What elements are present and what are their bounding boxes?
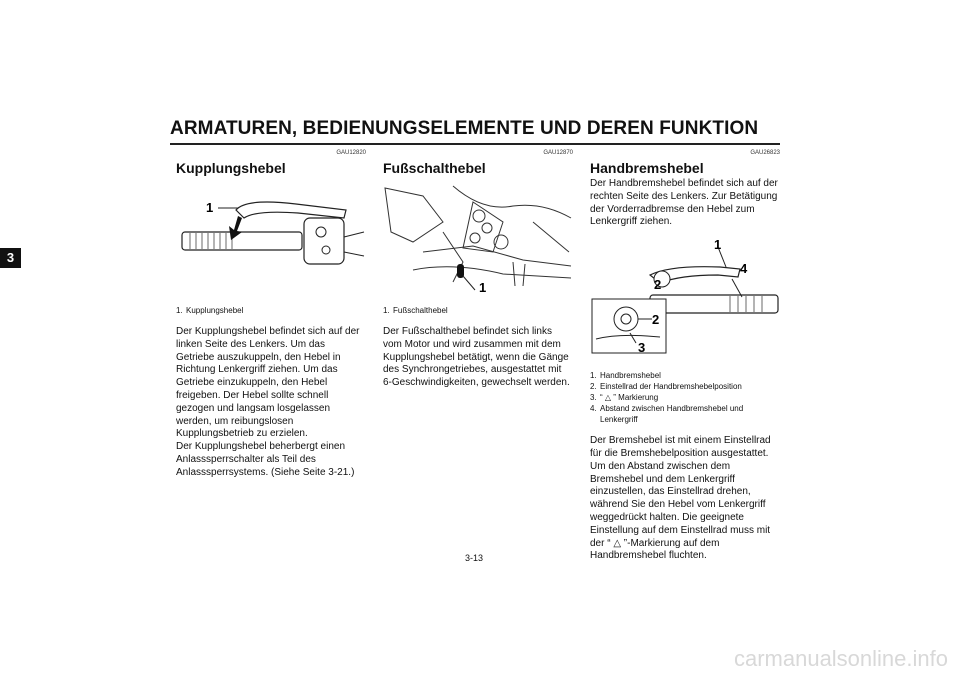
section-code: GAU26823 bbox=[750, 150, 780, 156]
brake-lever-illustration bbox=[590, 239, 780, 359]
caption-text: Fußschalthebel bbox=[393, 306, 448, 315]
caption-text: Abstand zwischen Handbremshebel und Lenkergriff bbox=[600, 404, 744, 425]
figure-caption bbox=[176, 305, 366, 316]
section-heading: Handbremshebel bbox=[590, 160, 704, 176]
callout-1: 1 bbox=[479, 280, 487, 294]
caption-item bbox=[176, 305, 366, 316]
caption-item bbox=[383, 305, 573, 316]
caption-item bbox=[590, 370, 780, 381]
section-code: GAU12820 bbox=[336, 150, 366, 156]
section-front-brake-lever bbox=[590, 150, 780, 563]
intro-text bbox=[590, 178, 780, 229]
caption-text: Einstellrad der Handbremshebelposition bbox=[600, 382, 742, 392]
caption-number: 4. bbox=[590, 404, 597, 414]
callout-1: 1 bbox=[714, 239, 722, 253]
caption-text: Kupplungshebel bbox=[186, 306, 244, 315]
figure-caption bbox=[590, 370, 780, 425]
caption-number: 1. bbox=[176, 306, 183, 315]
paragraph: Der Bremshebel ist mit einem Einstellrad für die Bremshebelposition ausgestattet. Um den Abstand zwischen dem Bremshebel und dem Lenkergriff einzustellen, das Einstellrad drehen, während Sie den Hebel vom Lenkergriff weggedrückt halten. Die geeignete Einstellung auf dem Einstellrad muss mit der “ △ ”-Markierung auf dem Handbremshebel fluchten. bbox=[590, 435, 771, 562]
page-header bbox=[170, 118, 780, 145]
clutch-lever-illustration bbox=[176, 182, 366, 294]
section-heading: Kupplungshebel bbox=[176, 160, 286, 176]
caption-number: 2. bbox=[590, 382, 597, 392]
page-number: 3-13 bbox=[465, 553, 484, 563]
header-rule bbox=[170, 143, 780, 145]
callout-4: 4 bbox=[740, 261, 748, 277]
body-text bbox=[383, 326, 573, 390]
paragraph: Der Fußschalthebel befindet sich links vom Motor und wird zusammen mit dem Kupplungshebel betätigt, wenn die Gänge des Synchrongetriebes, ausgestattet mit 6-Geschwindigkeiten, gewechselt werden. bbox=[383, 326, 570, 389]
caption-number: 3. bbox=[590, 393, 597, 403]
shift-pedal-illustration bbox=[383, 182, 573, 294]
caption-number: 1. bbox=[590, 371, 597, 381]
caption-number: 1. bbox=[383, 306, 390, 315]
paragraph: Der Kupplungshebel beherbergt einen Anlasssperrschalter als Teil des Anlasssperrsystems. (Siehe Seite 3-21.) bbox=[176, 441, 355, 478]
caption-text: “ △ ” Markierung bbox=[600, 393, 659, 403]
callout-2: 2 bbox=[652, 312, 660, 328]
callout-3: 3 bbox=[638, 340, 646, 356]
paragraph: Der Handbremshebel befindet sich auf der rechten Seite des Lenkers. Zur Betätigung der Vorderradbremse den Hebel zum Lenkergriff ziehen. bbox=[590, 178, 778, 228]
body-text bbox=[590, 435, 780, 563]
caption-item bbox=[590, 381, 780, 392]
watermark: carmanualsonline.info bbox=[733, 646, 948, 671]
section-code: GAU12870 bbox=[543, 150, 573, 156]
callout-2-main: 2 bbox=[654, 277, 662, 293]
section-heading: Fußschalthebel bbox=[383, 160, 486, 176]
page-title: ARMATUREN, BEDIENUNGSELEMENTE UND DEREN FUNKTION bbox=[170, 118, 759, 139]
callout-1: 1 bbox=[206, 200, 214, 215]
section-clutch-lever bbox=[176, 150, 366, 480]
paragraph: Der Kupplungshebel befindet sich auf der linken Seite des Lenkers. Um das Getriebe auszukuppeln, den Hebel in Richtung Lenkergriff ziehen. Um das Getriebe einzukuppeln, den Hebel freigeben. Der Hebel sollte schnell gezogen und langsam losgelassen werden, um reibungslosen Kupplungsbetrieb zu erzielen. bbox=[176, 326, 360, 440]
body-text bbox=[176, 326, 366, 480]
caption-item bbox=[590, 392, 780, 403]
caption-item bbox=[590, 403, 780, 425]
chapter-tab: 3 bbox=[0, 248, 21, 268]
figure-caption bbox=[383, 305, 573, 316]
caption-text: Handbremshebel bbox=[600, 371, 661, 381]
section-shift-pedal bbox=[383, 150, 573, 390]
